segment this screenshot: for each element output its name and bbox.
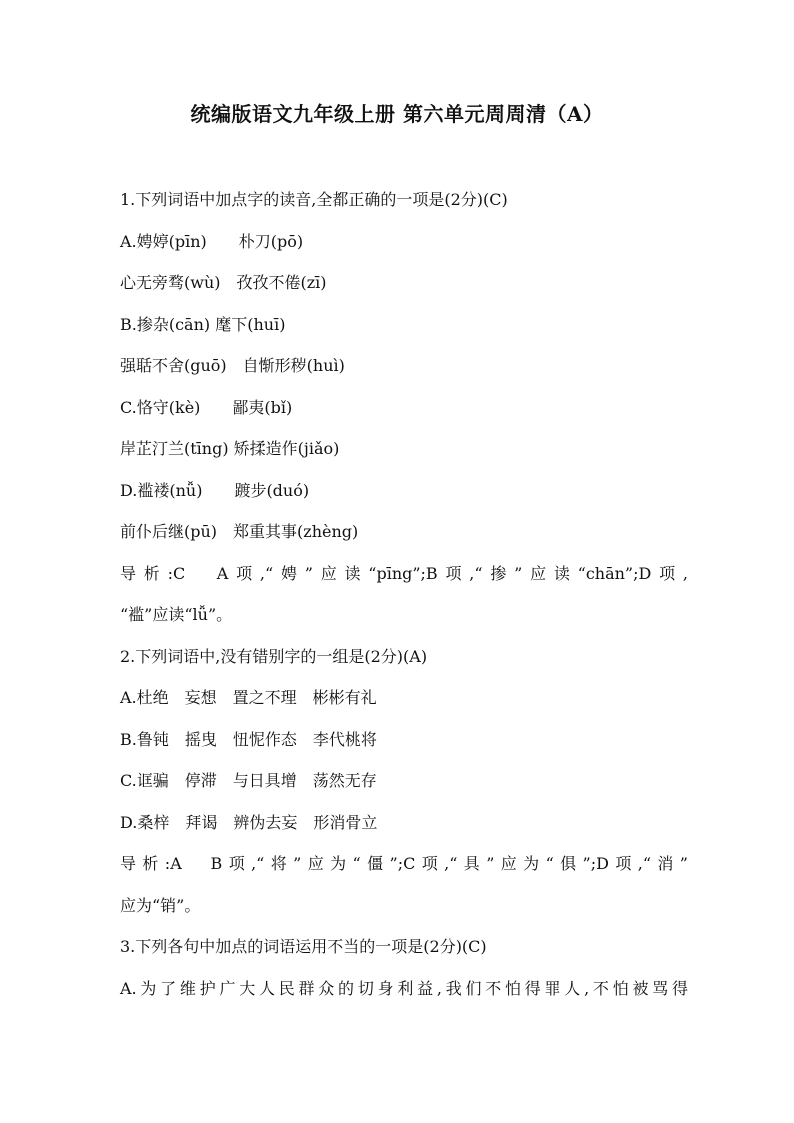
question-1-option-d-line-2: 前仆后继(pū) 郑重其事(zhèng) [120, 522, 359, 541]
question-1-option-c-line-2: 岸芷汀兰(tīng) 矫揉造作(jiǎo) [120, 439, 340, 458]
question-2-option-b: B.鲁钝 摇曳 忸怩作态 李代桃将 [120, 729, 377, 749]
question-1-option-a-line-2: 心无旁骛(wù) 孜孜不倦(zī) [120, 273, 327, 292]
question-1-analysis-line-1: 导析:C A项,“娉”应读“pīng”;B项,“掺”应读“chān”;D项, [120, 563, 688, 583]
question-2-option-a: A.杜绝 妄想 置之不理 彬彬有礼 [120, 688, 377, 707]
question-1-analysis-line-2: “褴”应读“lǚ”。 [120, 605, 233, 624]
question-1-stem: 1.下列词语中加点字的读音,全都正确的一项是(2分)(C) [120, 190, 508, 209]
question-1-option-b-line-2: 强聒不舍(guō) 自惭形秽(huì) [120, 356, 345, 375]
page-title: 统编版语文九年级上册 第六单元周周清（A） [190, 102, 604, 126]
document-body [120, 186, 688, 1016]
question-1-option-a-line-1: A.娉婷(pīn) 朴刀(pō) [120, 231, 304, 251]
question-2-stem: 2.下列词语中,没有错别字的一组是(2分)(A) [120, 646, 428, 666]
question-1-option-d-line-1: D.褴褛(nǚ) 踱步(duó) [120, 480, 310, 500]
question-3-stem: 3.下列各句中加点的词语运用不当的一项是(2分)(C) [120, 937, 487, 956]
question-2-analysis-line-1: 导析:A B项,“将”应为“僵”;C项,“具”应为“俱”;D项,“消” [120, 854, 688, 873]
question-2-option-d: D.桑梓 拜谒 辨伪去妄 形消骨立 [120, 812, 378, 832]
question-1-option-c-line-1: C.恪守(kè) 鄙夷(bǐ) [120, 397, 293, 417]
question-3-option-a-line-1: A.为了维护广大人民群众的切身利益,我们不怕得罪人,不怕被骂得 [120, 978, 688, 998]
question-2-analysis-line-2: 应为“销”。 [120, 895, 201, 915]
question-2-option-c: C.诓骗 停滞 与日具增 荡然无存 [120, 771, 377, 790]
question-1-option-b-line-1: B.掺杂(cān) 麾下(huī) [120, 314, 286, 334]
